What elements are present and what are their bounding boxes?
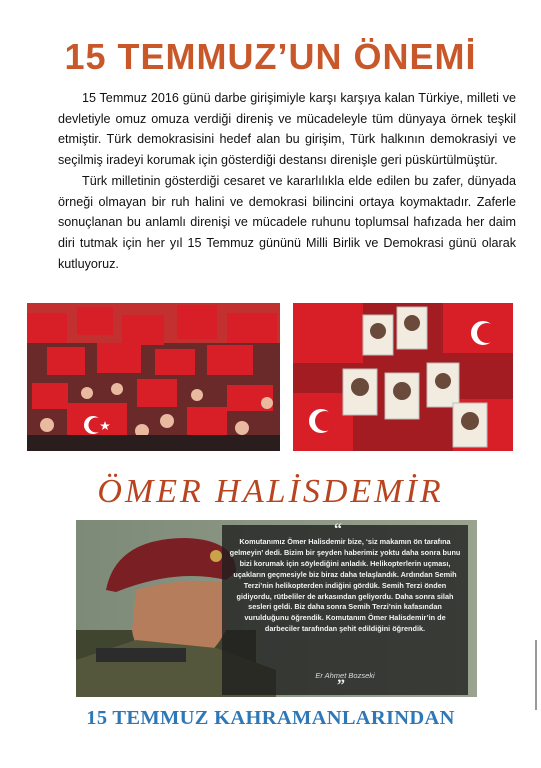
page-title: 15 TEMMUZ’UN ÖNEMİ — [64, 36, 477, 77]
hero-name: ÖMER HALİSDEMİR — [97, 473, 444, 510]
quote-text: Komutanımız Ömer Halisdemir bize, ‘siz makamın ön tarafına gelmeyin’ dedi. Bizim bir şeyden haberimiz yoktu daha sonra bunu bizi korumak için söylediğini anladık. Helikopterlerin uçması, uçakların geçmesiyle biz biraz daha telaşlandık. Ardından Semih Terzi’nin helikopterden indiğini gördük. Semih Terzi önden gidiyordu, rütbeliler de arkasından geliyordu. Daha sonra silah sesleri geldi. Biz daha sonra Semih Terzi’nin kafasından vurulduğunu öğrendik. Komutanım Ömer Halisdemir’in de darbeciler tarafından şehit edildiğini öğrendik. — [229, 537, 461, 634]
footer-title: 15 TEMMUZ KAHRAMANLARINDAN — [86, 707, 455, 729]
open-quote-icon: “ — [334, 521, 342, 538]
crowd-flags-photo — [27, 303, 280, 451]
article-body — [58, 88, 516, 274]
flags-portraits-photo — [293, 303, 513, 451]
quote-author: Er Ahmet Bozseki — [315, 671, 375, 680]
paragraph-1: 15 Temmuz 2016 günü darbe girişimiyle karşı karşıya kalan Türkiye, milleti ve devletiyle omuz omuza verdiği direniş ve mücadeleyle tüm dünyaya örnek teşkil etmiştir. Türk demokrasisini hedef alan bu girişim, Türk halkının demokrasiyi ve seçilmiş iradeyi korumak için gösterdiği destansı direnişle geri püskürtülmüştür. — [58, 91, 516, 168]
close-quote-icon: ” — [337, 677, 345, 694]
page-edge-line — [535, 640, 537, 710]
crowd-flags-illustration — [27, 303, 280, 451]
flags-portraits-illustration — [293, 303, 513, 451]
quote-box — [222, 521, 468, 695]
paragraph-2: Türk milletinin gösterdiği cesaret ve kararlılıkla elde edilen bu zafer, dünyada örneği olmayan bir ruh halini ve demokrasi bilincini ortaya koymaktadır. Zaferle sonuçlanan bu anlamlı direnişi ve mücadele ruhunu toplumsal hafızada her daim diri tutmak için her yıl 15 Temmuz gününü Milli Birlik ve Demokrasi günü olarak kutluyoruz. — [58, 173, 516, 271]
